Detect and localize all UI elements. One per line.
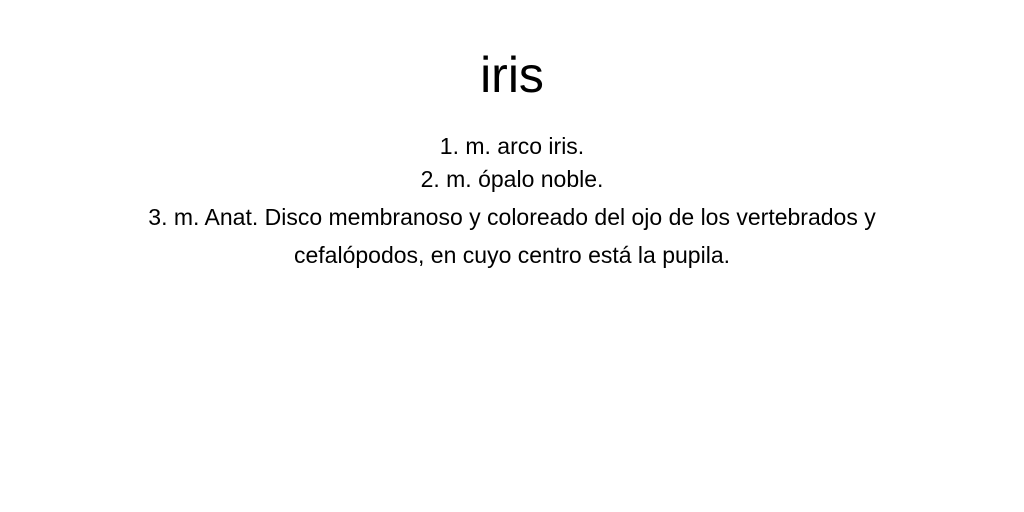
definition-sense-3: 3. m. Anat. Disco membranoso y coloreado del ojo de los vertebrados y cefalópodos, en cuyo centro está la pupila. [148, 204, 876, 268]
headword: iris [480, 47, 544, 103]
definition-sense-1: 1. m. arco iris. [439, 133, 585, 159]
definition-sense-2: 2. m. ópalo noble. [420, 166, 604, 192]
